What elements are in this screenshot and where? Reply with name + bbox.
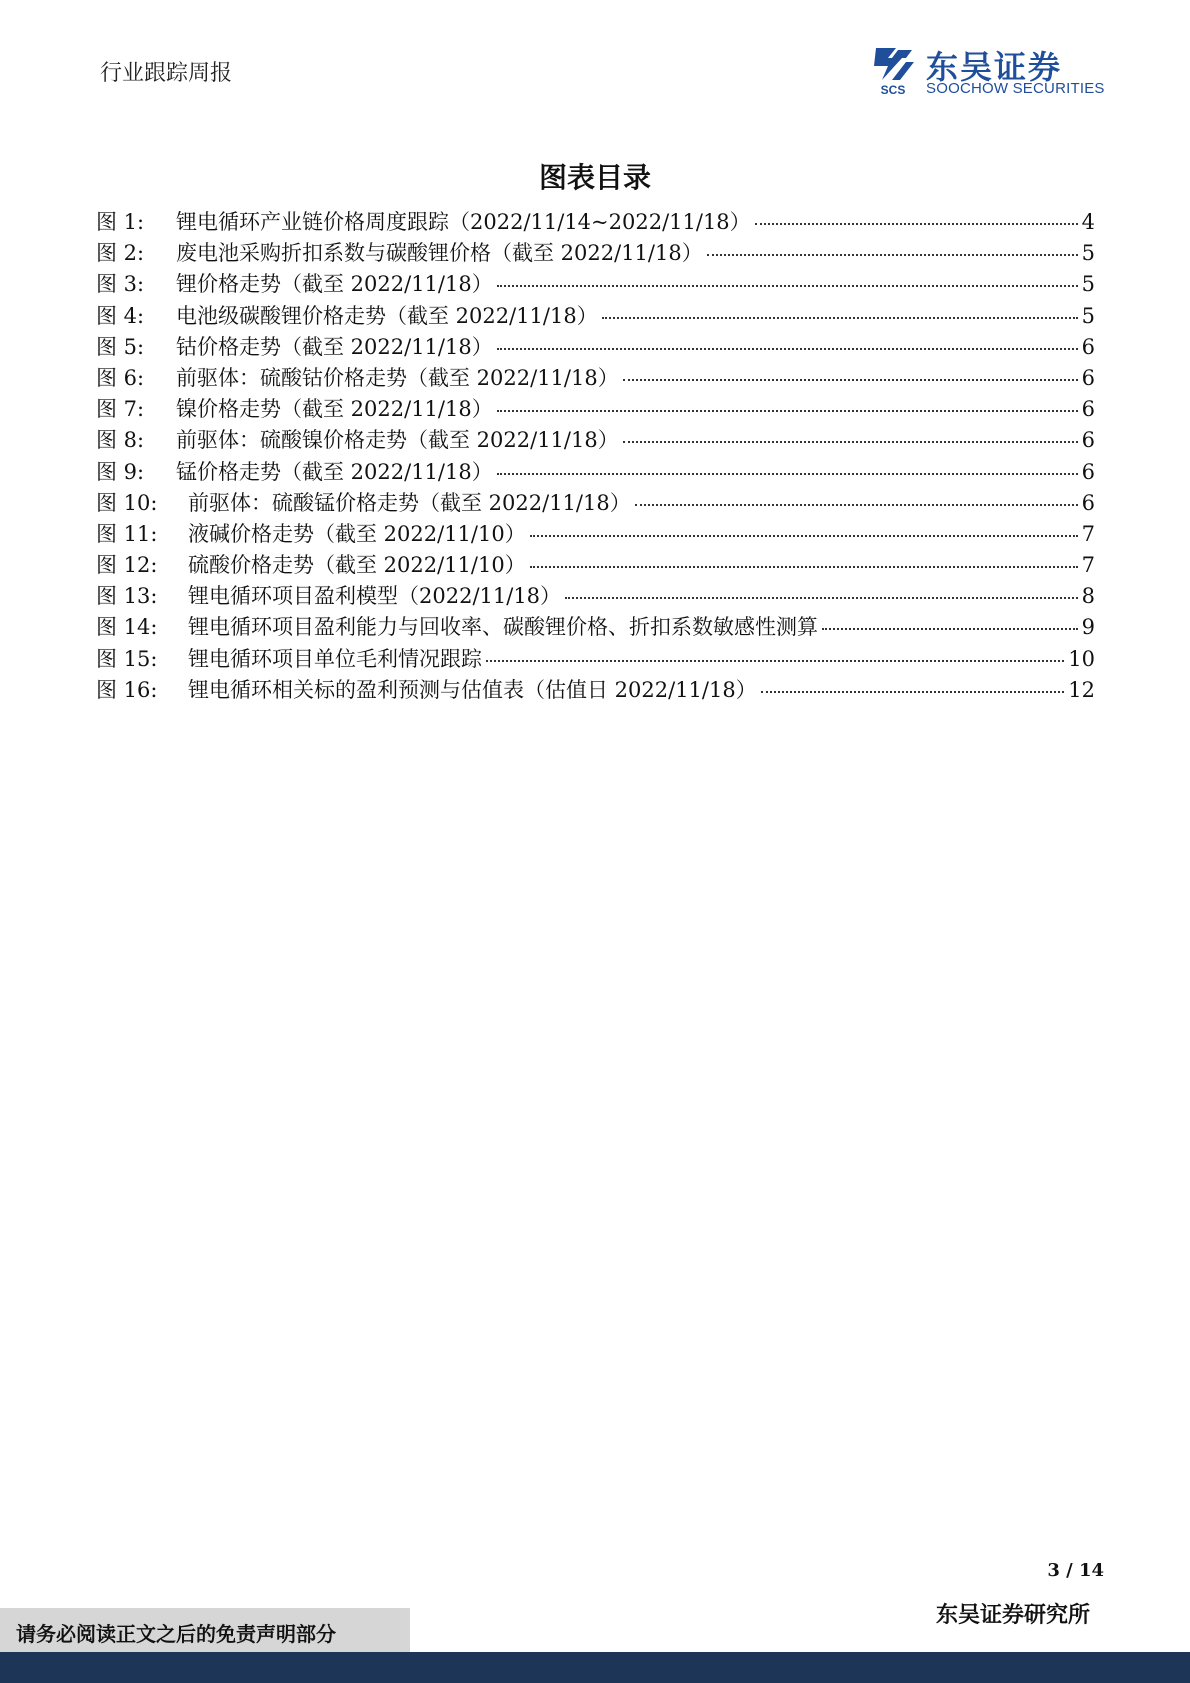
toc-entry[interactable]	[96, 549, 1095, 580]
toc-entry-page[interactable]: 8	[1081, 584, 1095, 609]
toc-entry-title[interactable]: 锂电循环项目单位毛利情况跟踪	[188, 646, 482, 671]
toc-entry-number: 图 7:	[96, 397, 145, 422]
toc-entry-title[interactable]: 电池级碳酸锂价格走势（截至 2022/11/18）	[176, 303, 598, 328]
toc-entry[interactable]	[96, 580, 1095, 611]
toc-entry-title[interactable]: 钴价格走势（截至 2022/11/18）	[176, 334, 493, 359]
toc-entry-page[interactable]: 6	[1081, 490, 1095, 515]
toc-entry-number: 图 10:	[96, 490, 158, 515]
toc-leader-dots	[707, 254, 1078, 256]
toc-entry-page[interactable]: 10	[1068, 646, 1095, 671]
toc-entry[interactable]	[96, 300, 1095, 331]
toc-entry-page[interactable]: 5	[1081, 303, 1095, 328]
toc-list	[96, 206, 1095, 705]
toc-entry-title[interactable]: 液碱价格走势（截至 2022/11/10）	[188, 521, 526, 546]
toc-entry[interactable]	[96, 487, 1095, 518]
toc-entry-number: 图 6:	[96, 365, 145, 390]
toc-entry-number: 图 8:	[96, 428, 145, 453]
toc-leader-dots	[497, 348, 1078, 350]
report-category: 行业跟踪周报	[100, 61, 233, 86]
toc-entry-number: 图 1:	[96, 210, 145, 234]
logo-mark-text: SCS	[880, 83, 906, 97]
toc-entry[interactable]	[96, 518, 1095, 549]
toc-entry[interactable]	[96, 393, 1095, 424]
footer-organization: 东吴证券研究所	[935, 1602, 1090, 1628]
toc-title: 图表目录	[538, 161, 651, 194]
toc-entry-number: 图 9:	[96, 459, 145, 484]
toc-entry[interactable]	[96, 237, 1095, 268]
company-logo	[868, 44, 1103, 100]
logo-name-cn: 东吴证券	[926, 48, 1063, 86]
toc-entry-title[interactable]: 锂电循环项目盈利模型（2022/11/18）	[188, 584, 562, 609]
toc-entry-page[interactable]: 6	[1081, 365, 1095, 390]
toc-entry-page[interactable]: 6	[1081, 459, 1095, 484]
toc-entry[interactable]	[96, 611, 1095, 642]
toc-entry-page[interactable]: 6	[1081, 397, 1095, 422]
toc-entry-page[interactable]: 7	[1081, 553, 1095, 578]
toc-leader-dots	[530, 535, 1078, 537]
toc-entry-number: 图 14:	[96, 615, 158, 640]
toc-entry-page[interactable]: 7	[1081, 521, 1095, 546]
toc-entry[interactable]	[96, 674, 1095, 705]
toc-leader-dots	[497, 285, 1078, 287]
toc-entry-page[interactable]: 6	[1081, 334, 1095, 359]
toc-leader-dots	[635, 504, 1078, 506]
toc-entry-number: 图 16:	[96, 677, 158, 702]
toc-entry-page[interactable]: 12	[1068, 677, 1095, 702]
toc-entry-number: 图 11:	[96, 521, 158, 546]
toc-entry-number: 图 13:	[96, 584, 158, 609]
toc-leader-dots	[497, 473, 1078, 475]
toc-entry-page[interactable]: 5	[1081, 272, 1095, 297]
toc-leader-dots	[530, 566, 1078, 568]
toc-leader-dots	[623, 441, 1078, 443]
disclaimer-banner	[0, 1608, 410, 1652]
toc-entry-number: 图 4:	[96, 303, 145, 328]
toc-entry[interactable]	[96, 456, 1095, 487]
disclaimer-text: 请务必阅读正文之后的免责声明部分	[16, 1622, 336, 1646]
toc-leader-dots	[761, 691, 1065, 693]
toc-entry-page[interactable]: 6	[1081, 428, 1095, 453]
toc-entry[interactable]	[96, 643, 1095, 674]
logo-name-en: SOOCHOW SECURITIES	[926, 80, 1105, 97]
toc-leader-dots	[623, 379, 1078, 381]
toc-entry-page[interactable]: 4	[1081, 210, 1095, 234]
toc-entry[interactable]	[96, 424, 1095, 455]
toc-entry-page[interactable]: 9	[1081, 615, 1095, 640]
toc-leader-dots	[755, 223, 1078, 225]
footer-bar	[0, 1652, 1190, 1683]
toc-leader-dots	[497, 410, 1078, 412]
toc-entry-number: 图 3:	[96, 272, 145, 297]
toc-entry[interactable]	[96, 331, 1095, 362]
toc-leader-dots	[822, 628, 1078, 630]
toc-entry-title[interactable]: 硫酸价格走势（截至 2022/11/10）	[188, 553, 526, 578]
page-indicator: 3 / 14	[1047, 1560, 1104, 1581]
toc-entry[interactable]	[96, 268, 1095, 299]
toc-leader-dots	[486, 660, 1064, 662]
toc-entry-number: 图 15:	[96, 646, 158, 671]
toc-leader-dots	[565, 597, 1078, 599]
toc-entry[interactable]	[96, 206, 1095, 237]
toc-entry-title[interactable]: 废电池采购折扣系数与碳酸锂价格（截至 2022/11/18）	[176, 241, 703, 266]
toc-entry-page[interactable]: 5	[1081, 241, 1095, 266]
toc-entry[interactable]	[96, 362, 1095, 393]
toc-entry-number: 图 2:	[96, 241, 145, 266]
toc-entry-title[interactable]: 前驱体：硫酸钴价格走势（截至 2022/11/18）	[176, 365, 619, 390]
toc-entry-title[interactable]: 前驱体：硫酸锰价格走势（截至 2022/11/18）	[188, 490, 631, 515]
toc-entry-number: 图 12:	[96, 553, 158, 578]
toc-entry-title[interactable]: 前驱体：硫酸镍价格走势（截至 2022/11/18）	[176, 428, 619, 453]
toc-leader-dots	[602, 317, 1078, 319]
toc-entry-title[interactable]: 锰价格走势（截至 2022/11/18）	[176, 459, 493, 484]
scs-logo-icon	[868, 44, 918, 98]
toc-entry-title[interactable]: 镍价格走势（截至 2022/11/18）	[176, 397, 493, 422]
toc-entry-title[interactable]: 锂电循环产业链价格周度跟踪（2022/11/14~2022/11/18）	[176, 210, 751, 234]
toc-entry-title[interactable]: 锂电循环相关标的盈利预测与估值表（估值日 2022/11/18）	[188, 677, 757, 702]
toc-entry-title[interactable]: 锂价格走势（截至 2022/11/18）	[176, 272, 493, 297]
toc-entry-number: 图 5:	[96, 334, 145, 359]
toc-entry-title[interactable]: 锂电循环项目盈利能力与回收率、碳酸锂价格、折扣系数敏感性测算	[188, 615, 818, 640]
